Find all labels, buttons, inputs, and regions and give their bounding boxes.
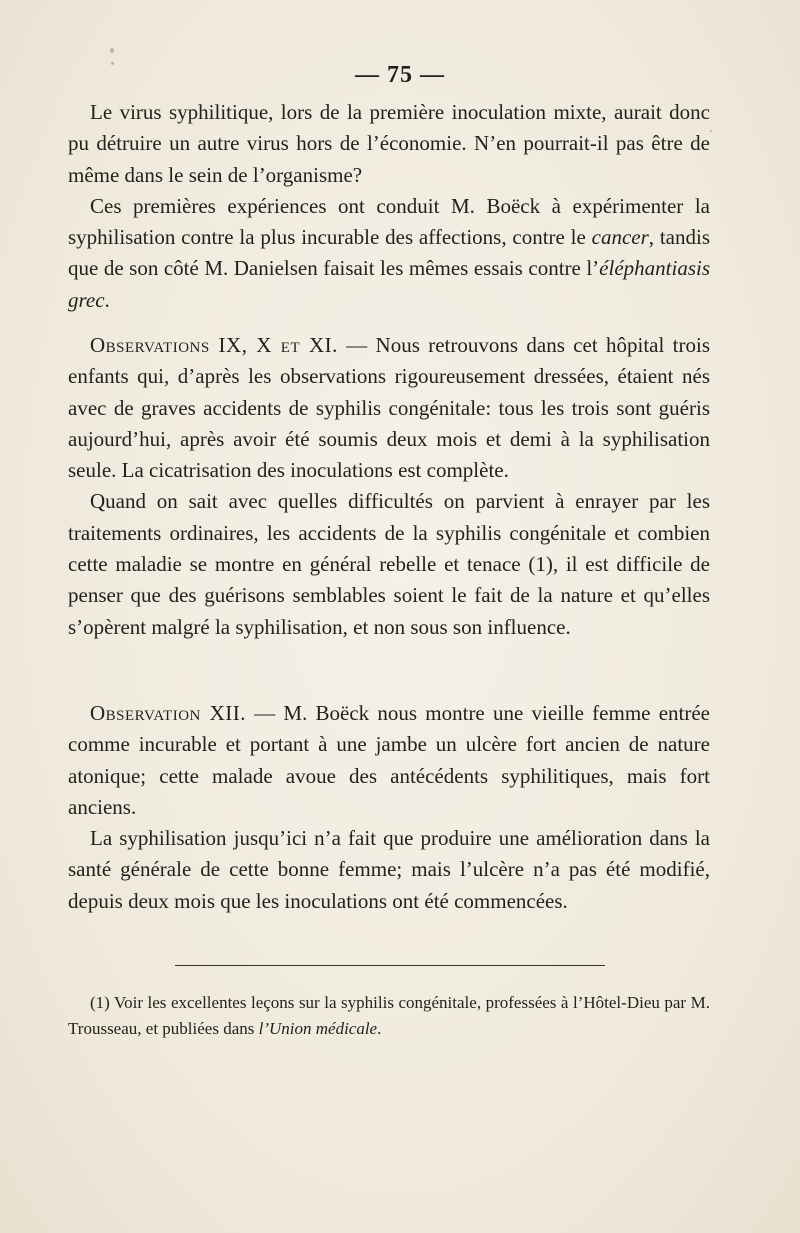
paragraph-virus bbox=[68, 97, 710, 316]
sentence: Le virus syphilitique, lors de la première inoculation mixte, aurait donc pu détruire un autre virus hors de l’économie. N’en pourrait-il pas être de même dans le sein de l’organisme? bbox=[68, 100, 710, 187]
italic-term: éléphantiasis grec bbox=[68, 256, 710, 312]
paragraph-observations-ix-xi bbox=[68, 330, 710, 643]
footnote-text: (1) Voir les excellentes leçons sur la syphilis congénitale, professées à l’Hôtel-Dieu par M. Trousseau, et publiées dans bbox=[68, 993, 710, 1038]
punctuation: . bbox=[377, 1019, 382, 1038]
paper-speck bbox=[111, 62, 114, 65]
paragraph-observation-xii bbox=[68, 698, 710, 917]
paragraph-text bbox=[68, 486, 710, 642]
sentence: Quand on sait avec quelles difficultés on parvient à enrayer par les traitements ordinaires, les accidents de la syphilis congénitale et combien cette maladie se montre en général rebelle et tenace (1), il est difficile de penser que des guérisons semblables soient le fait de la nature et qu’elles s’opèrent malgré la syphilisation, et non sous son influence. bbox=[68, 489, 710, 639]
italic-term: l’Union médicale bbox=[258, 1019, 378, 1038]
paragraph-text bbox=[68, 823, 710, 917]
observation-heading: Observation XII. bbox=[90, 701, 246, 725]
paper-speck bbox=[110, 48, 114, 53]
sentence: La syphilisation jusqu’ici n’a fait que produire une amélioration dans la santé générale de cette bonne femme; mais l’ulcère n’a pas été modifié, depuis deux mois que les inoculations ont été commencées. bbox=[68, 826, 710, 913]
paragraph-text bbox=[68, 97, 710, 191]
observation-heading: Observations IX, X et XI. bbox=[90, 333, 338, 357]
paragraph-text bbox=[68, 191, 710, 316]
paragraph-text bbox=[68, 698, 710, 823]
italic-term: cancer bbox=[591, 225, 649, 250]
paper-speck bbox=[710, 130, 712, 132]
paragraph-text bbox=[68, 330, 710, 486]
page-number: — 75 — bbox=[355, 62, 445, 88]
sentence: — M. Boëck nous montre une vieille femme entrée comme incurable et portant à une jambe un ulcère fort ancien de nature atonique; cette malade avoue des antécédents syphilitiques, mais fort anciens. bbox=[68, 701, 710, 819]
sentence: Ces premières expériences ont conduit M. Boëck à expérimenter la syphilisation contre la plus incurable des affections, contre le bbox=[68, 193, 710, 250]
sentence: — Nous retrouvons dans cet hôpital trois enfants qui, d’après les observations rigoureusement dressées, étaient nés avec de graves accidents de syphilis congénitale: tous les trois sont guéris aujourd’hui, après avoir été soumis deux mois et demi à la syphilisation seule. La cicatrisation des inoculations est complète. bbox=[68, 333, 711, 483]
footnote bbox=[68, 990, 710, 1042]
punctuation: . bbox=[104, 287, 110, 312]
sentence: , tandis que de son côté M. Danielsen faisait les mêmes essais contre l’ bbox=[68, 225, 710, 281]
footnote-divider bbox=[175, 965, 605, 966]
